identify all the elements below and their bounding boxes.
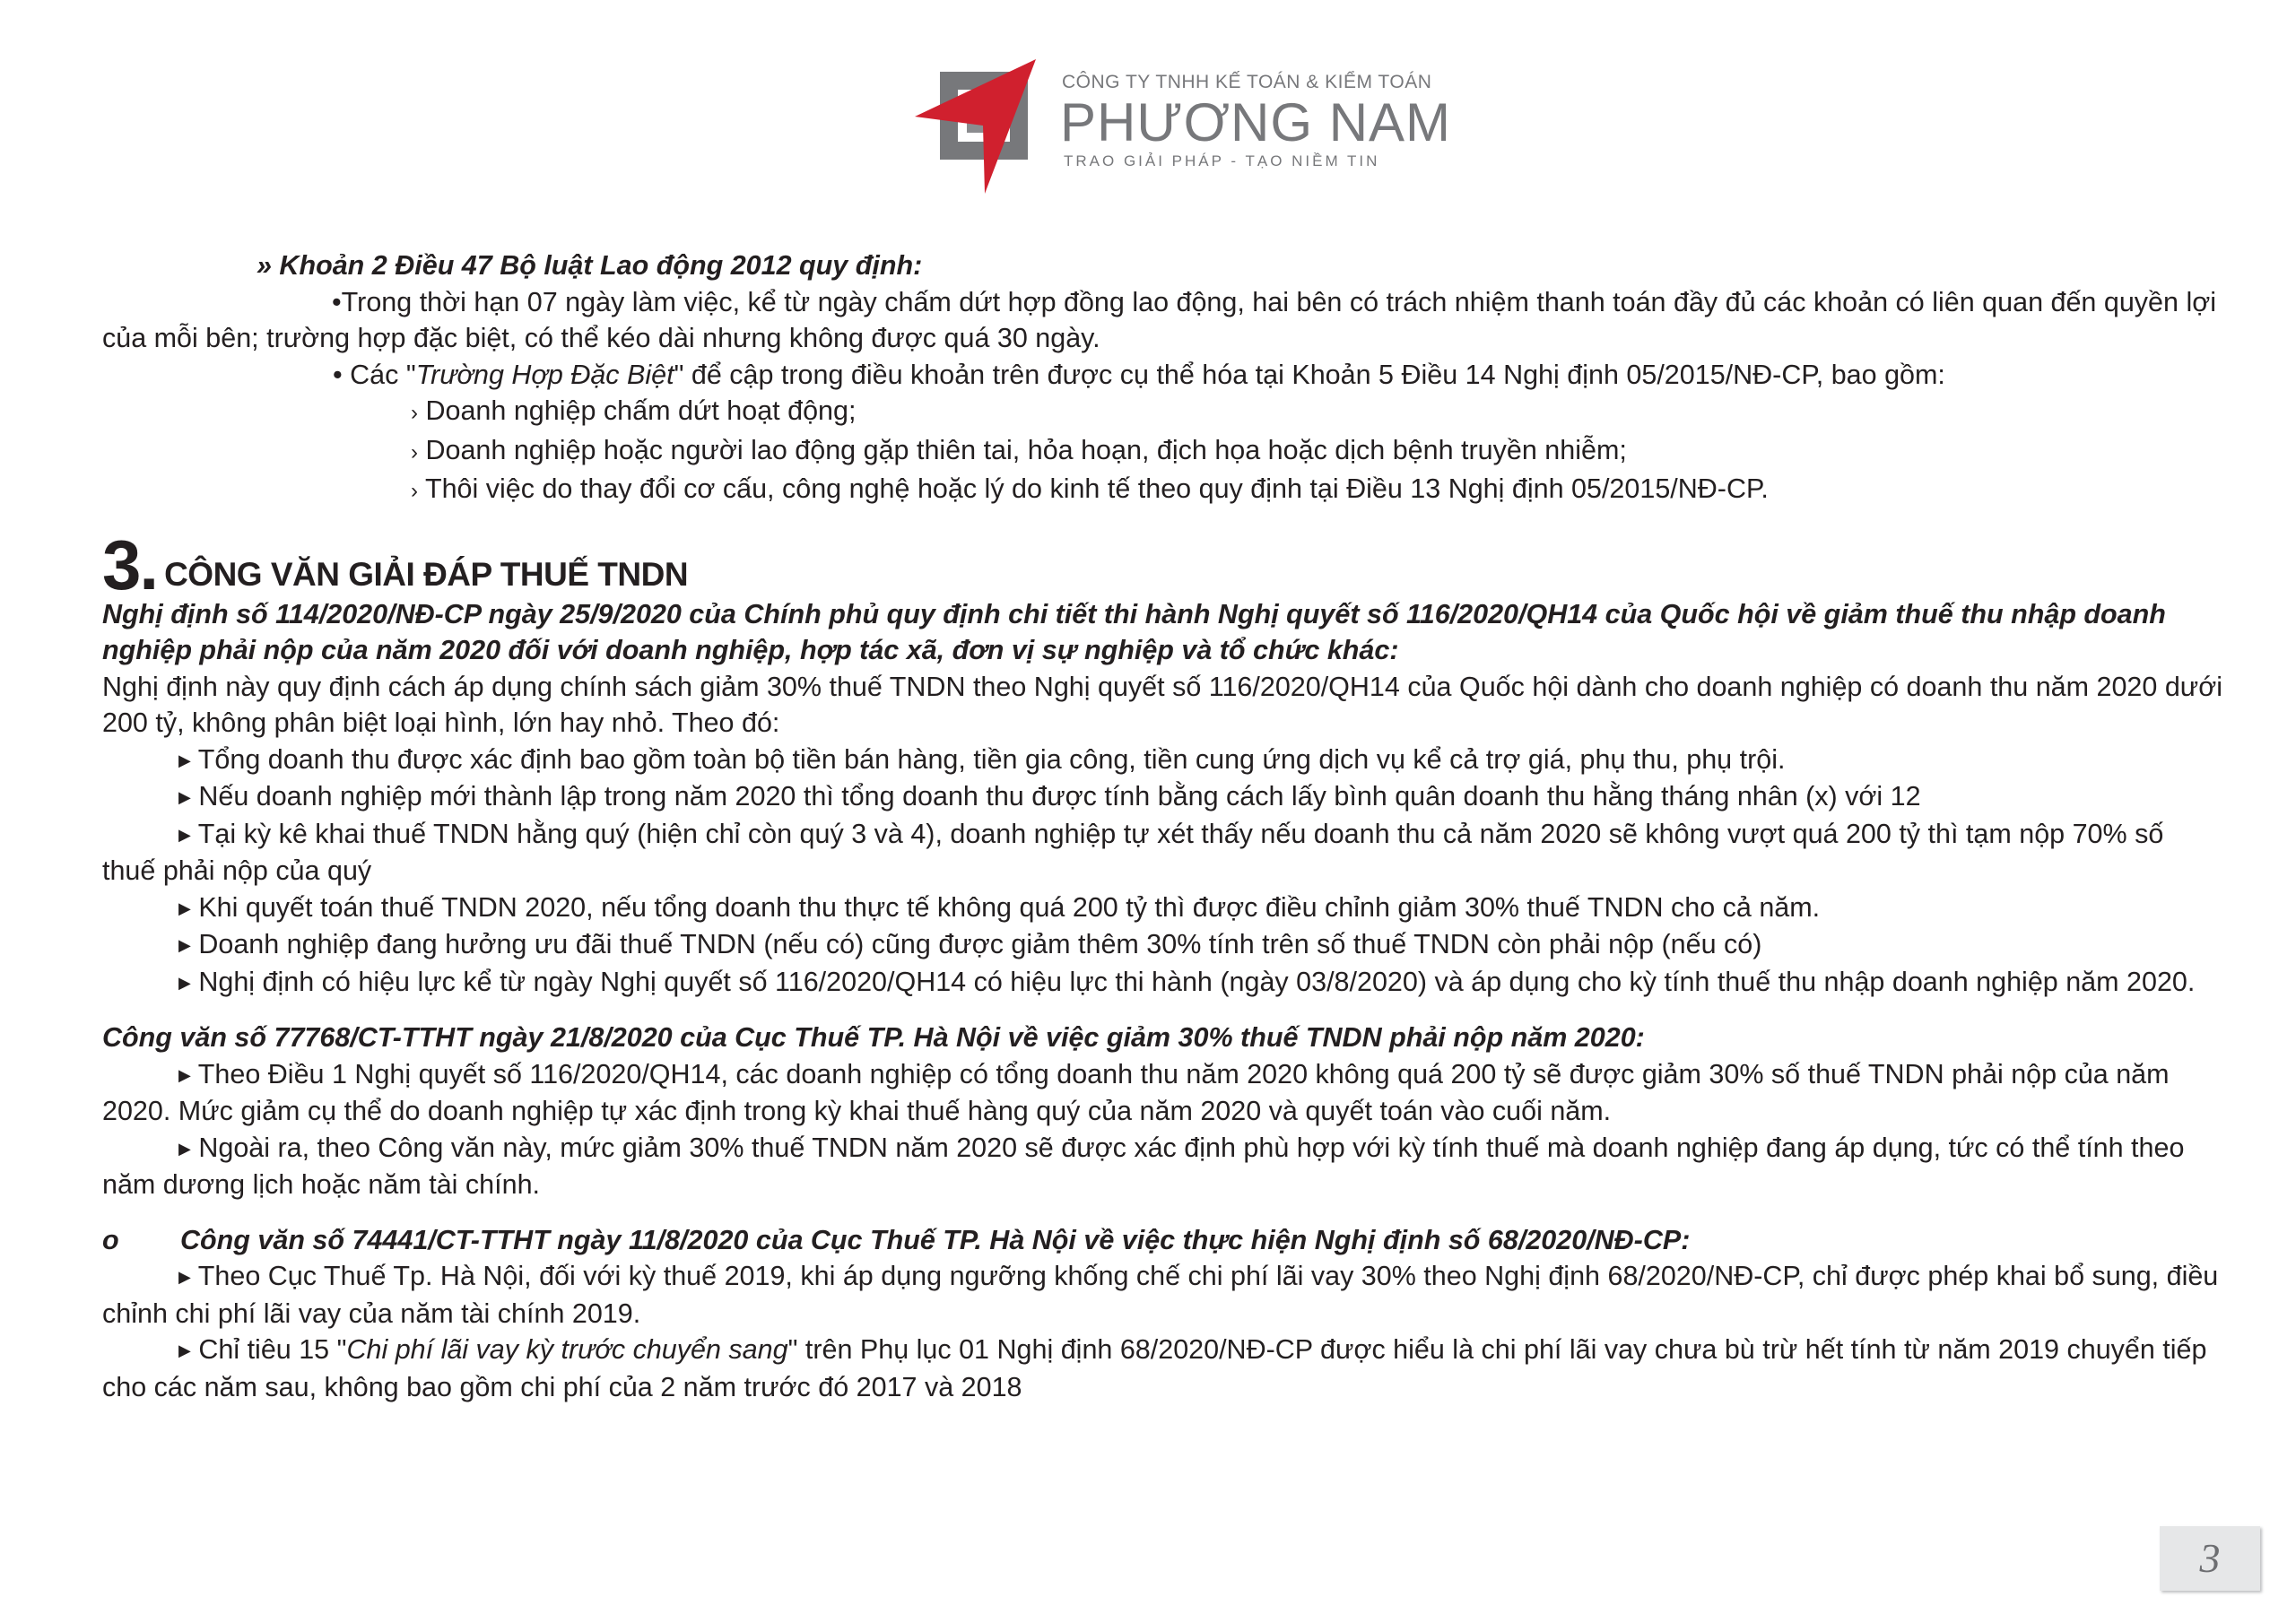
labor-law-bullet: • Các "Trường Hợp Đặc Biệt" để cập trong điều khoản trên được cụ thể hóa tại Khoản 5 Điều 14 Nghị định 05/2015/NĐ-CP, bao gồm: (333, 359, 1945, 390)
chevron-right-icon: › (411, 479, 418, 503)
list-item: ▶ Tại kỳ kê khai thuế TNDN hằng quý (hiện chỉ còn quý 3 và 4), doanh nghiệp tự xét thấy nếu doanh thu cả năm 2020 sẽ không vượt quá 200 tỷ thì tạm nộp 70% số thuế phải nộp của quý (102, 818, 2164, 886)
triangle-right-icon: ▶ (178, 788, 191, 806)
list-item: › Thôi việc do thay đổi cơ cấu, công nghệ hoặc lý do kinh tế theo quy định tại Điều 13 Nghị định 05/2015/NĐ-CP. (411, 473, 1769, 504)
list-item: ▶ Nếu doanh nghiệp mới thành lập trong năm 2020 thì tổng doanh thu được tính bằng cách lấy bình quân doanh thu hằng tháng nhân (x) với 12 (178, 781, 1921, 812)
chevron-right-icon: › (411, 401, 418, 425)
triangle-right-icon: ▶ (178, 936, 191, 954)
triangle-right-icon: ▶ (178, 1268, 191, 1286)
labor-law-bullet: •Trong thời hạn 07 ngày làm việc, kể từ ngày chấm dứt hợp đồng lao động, hai bên có trách nhiệm thanh toán đầy đủ các khoản có liên quan đến quyền lợi của mỗi bên; trường hợp đặc biệt, có thể kéo dài nhưng không được quá 30 ngày. (102, 286, 2217, 353)
labor-law-heading: » Khoản 2 Điều 47 Bộ luật Lao động 2012 quy định: (257, 250, 923, 281)
list-item: ▶ Theo Điều 1 Nghị quyết số 116/2020/QH14, các doanh nghiệp có tổng doanh thu năm 2020 không quá 200 tỷ sẽ được giảm 30% số thuế TNDN phải nộp của năm 2020. Mức giảm cụ thể do doanh nghiệp tự xác định trong kỳ khai thuế hàng quý của năm 2020 và quyết toán vào cuối năm. (102, 1058, 2170, 1126)
logo-mark-icon (915, 59, 1049, 195)
triangle-right-icon: ▶ (178, 1065, 191, 1084)
section-number: 3. (102, 525, 158, 604)
page-number: 3 (2160, 1526, 2260, 1591)
decree-heading: Nghị định số 114/2020/NĐ-CP ngày 25/9/2020 của Chính phủ quy định chi tiết thi hành Nghị quyết số 116/2020/QH14 của Quốc hội về giảm thuế thu nhập doanh nghiệp phải nộp của năm 2020 đối với doanh nghiệp, hợp tác xã, đơn vị sự nghiệp và tổ chức khác: (102, 598, 2166, 665)
list-item: ▶ Chỉ tiêu 15 "Chi phí lãi vay kỳ trước chuyển sang" trên Phụ lục 01 Nghị định 68/2020/NĐ-CP được hiểu là chi phí lãi vay chưa bù trừ hết tính từ năm 2019 chuyển tiếp cho các năm sau, không bao gồm chi phí của 2 năm trước đó 2017 và 2018 (102, 1334, 2207, 1402)
brand-name: PHƯƠNG NAM (1060, 92, 1452, 152)
letter-heading: o Công văn số 74441/CT-TTHT ngày 11/8/2020 của Cục Thuế TP. Hà Nội về việc thực hiện Nghị định số 68/2020/NĐ-CP: (102, 1222, 2224, 1259)
triangle-right-icon: ▶ (178, 973, 191, 992)
list-item: ▶ Doanh nghiệp đang hưởng ưu đãi thuế TNDN (nếu có) cũng được giảm thêm 30% tính trên số thuế TNDN còn phải nộp (nếu có) (178, 929, 1762, 959)
company-line: CÔNG TY TNHH KẾ TOÁN & KIỂM TOÁN (1062, 72, 1432, 92)
letter-heading: Công văn số 77768/CT-TTHT ngày 21/8/2020 của Cục Thuế TP. Hà Nội về việc giảm 30% thuế TNDN phải nộp năm 2020: (102, 1022, 1645, 1053)
triangle-right-icon: ▶ (178, 825, 191, 844)
document-body (102, 247, 2224, 1405)
triangle-right-icon: ▶ (178, 1139, 191, 1158)
list-item: ▶ Theo Cục Thuế Tp. Hà Nội, đối với kỳ thuế 2019, khi áp dụng ngưỡng khống chế chi phí lãi vay 30% theo Nghị định 68/2020/NĐ-CP, chỉ được phép khai bổ sung, điều chỉnh chi phí lãi vay của năm tài chính 2019. (102, 1261, 2219, 1329)
list-item: › Doanh nghiệp chấm dứt hoạt động; (411, 395, 857, 426)
list-item: ▶ Tổng doanh thu được xác định bao gồm toàn bộ tiền bán hàng, tiền gia công, tiền cung ứng dịch vụ kể cả trợ giá, phụ thu, phụ trội. (178, 743, 1786, 775)
list-item: › Doanh nghiệp hoặc người lao động gặp thiên tai, hỏa hoạn, địch họa hoặc dịch bệnh truyền nhiễm; (411, 434, 1627, 465)
triangle-right-icon: ▶ (178, 1341, 191, 1359)
list-item: ▶ Ngoài ra, theo Công văn này, mức giảm 30% thuế TNDN năm 2020 sẽ được xác định phù hợp với kỳ tính thuế mà doanh nghiệp đang áp dụng, tức có thể tính theo năm dương lịch hoặc năm tài chính. (102, 1132, 2185, 1200)
section-heading (102, 525, 2224, 604)
triangle-right-icon: ▶ (178, 898, 191, 917)
list-item: ▶ Khi quyết toán thuế TNDN 2020, nếu tổng doanh thu thực tế không quá 200 tỷ thì được điều chỉnh giảm 30% thuế TNDN cho cả năm. (178, 891, 1821, 923)
section-title: CÔNG VĂN GIẢI ĐÁP THUẾ TNDN (164, 555, 689, 593)
decree-intro: Nghị định này quy định cách áp dụng chính sách giảm 30% thuế TNDN theo Nghị quyết số 116/2020/QH14 của Quốc hội dành cho doanh nghiệp có doanh thu năm 2020 dưới 200 tỷ, không phân biệt loại hình, lớn hay nhỏ. Theo đó: (102, 671, 2222, 738)
brand-slogan: TRAO GIẢI PHÁP - TẠO NIỀM TIN (1064, 152, 1380, 169)
company-logo (915, 59, 1452, 203)
list-marker: o (102, 1224, 119, 1255)
emphasis-text: Trường Hợp Đặc Biệt (415, 359, 674, 390)
list-item: ▶ Nghị định có hiệu lực kể từ ngày Nghị quyết số 116/2020/QH14 có hiệu lực thi hành (ngày 03/8/2020) và áp dụng cho kỳ tính thuế thu nhập doanh nghiệp năm 2020. (178, 966, 2196, 997)
triangle-right-icon: ▶ (178, 751, 191, 769)
chevron-right-icon: › (411, 439, 418, 464)
emphasis-text: Chi phí lãi vay kỳ trước chuyển sang (346, 1334, 788, 1365)
